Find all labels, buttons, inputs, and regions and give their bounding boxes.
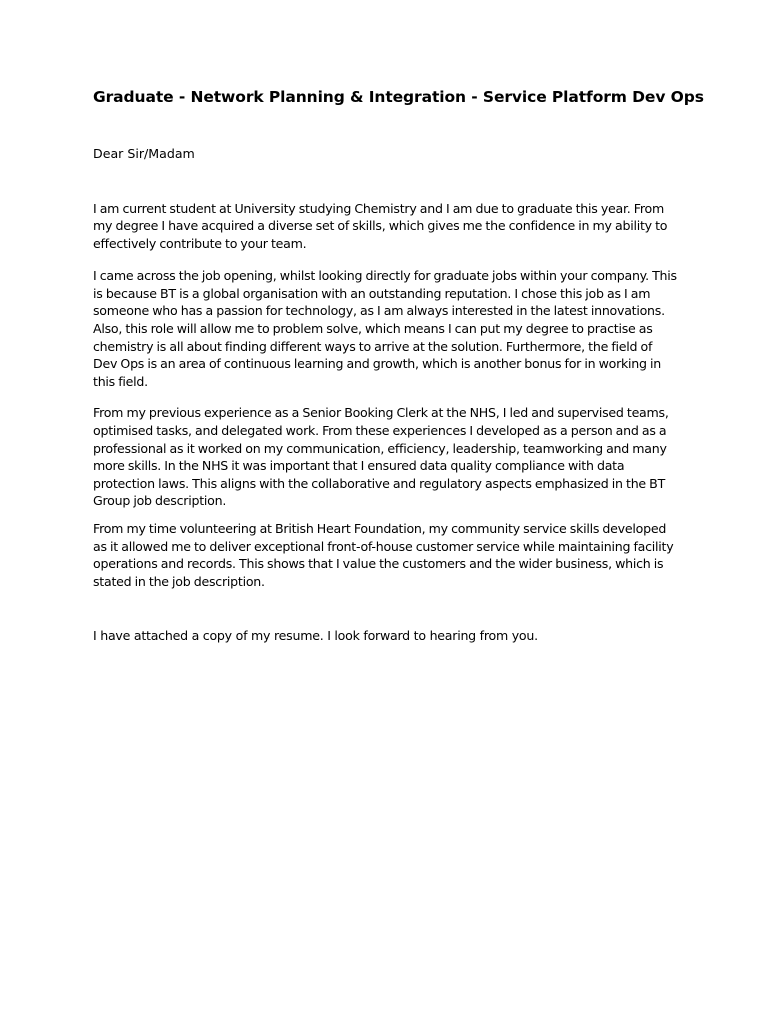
paragraph-introduction: I am current student at University studying Chemistry and I am due to graduate this year. From my degree I have acquired a diverse set of skills, which gives me the confidence in my ability to effectively contribute to your team. xyxy=(93,200,668,251)
paragraph-motivation: I came across the job opening, whilst looking directly for graduate jobs within your company. This is because BT is a global organisation with an outstanding reputation. I chose this job as I am someone who has a passion for technology, as I am always interested in the latest innovations. Also, this role will allow me to problem solve, which means I can put my degree to practise as chemistry is all about finding different ways to arrive at the solution. Furthermore, the field of Dev Ops is an area of continuous learning and growth, which is another bonus for in working in this field. xyxy=(93,268,677,389)
salutation: Dear Sir/Madam xyxy=(93,146,195,161)
paragraph-nhs-experience: From my previous experience as a Senior Booking Clerk at the NHS, I led and supervised teams, optimised tasks, and delegated work. From these experiences I developed as a person and as a professional as it worked on my communication, efficiency, leadership, teamworking and many more skills. In the NHS it was important that I ensured data quality compliance with data protection laws. This aligns with the collaborative and regulatory aspects emphasized in the BT Group job description. xyxy=(93,405,669,509)
letter-body xyxy=(93,86,704,645)
closing-line: I have attached a copy of my resume. I look forward to hearing from you. xyxy=(93,628,538,644)
letter-title: Graduate - Network Planning & Integration - Service Platform Dev Ops xyxy=(93,88,704,106)
paragraph-volunteering: From my time volunteering at British Heart Foundation, my community service skills developed as it allowed me to deliver exceptional front-of-house customer service while maintaining facility operations and records. This shows that I value the customers and the wider business, which is stated in the job description. xyxy=(93,521,674,589)
